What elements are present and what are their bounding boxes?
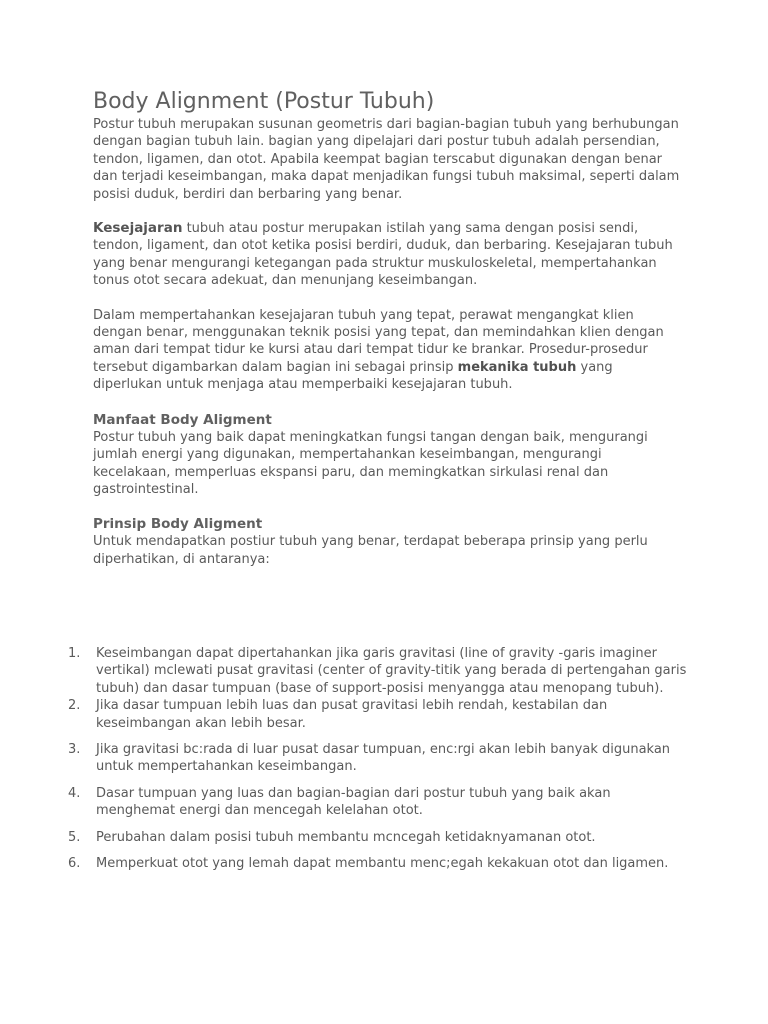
- spacer: [93, 203, 683, 220]
- list-item-text: Keseimbangan dapat dipertahankan jika garis gravitasi (line of gravity -garis imaginer vertikal) mclewati pusat gravitasi (center of gravity-titik yang berada di pertengahan garis tubuh) dan dasar tumpuan (base of support-posisi menyangga atau menopang tubuh).: [96, 646, 687, 696]
- list-item: [68, 645, 688, 697]
- intro-paragraph: Postur tubuh merupakan susunan geometris dari bagian-bagian tubuh yang berhubungan dengan bagian tubuh lain. bagian yang dipelajari dari postur tubuh adalah persendian, tendon, ligamen, dan otot. Apabila keempat bagian terscabut digunakan dengan benar dan terjadi keseimbangan, maka dapat menjadikan fungsi tubuh maksimal, seperti dalam posisi duduk, berdiri dan berbaring yang benar.: [93, 117, 680, 202]
- list-item-text: Dasar tumpuan yang luas dan bagian-bagian dari postur tubuh yang baik akan menghemat energi dan mencegah kelelahan otot.: [96, 785, 611, 819]
- spacer: [93, 290, 683, 307]
- prinsip-list: [68, 645, 688, 872]
- kesejajaran-term: Kesejajaran: [93, 220, 183, 237]
- list-item-number: 3.: [68, 742, 81, 758]
- list-item-number: 5.: [68, 829, 81, 845]
- prinsip-paragraph: Untuk mendapatkan postiur tubuh yang benar, terdapat beberapa prinsip yang perlu diperhatikan, di antaranya:: [93, 534, 648, 567]
- spacer: [93, 498, 683, 515]
- manfaat-heading: Manfaat Body Aligment: [93, 411, 272, 428]
- document-body: [93, 88, 683, 568]
- list-item-text: Jika dasar tumpuan lebih luas dan pusat gravitasi lebih rendah, kestabilan dan keseimbangan akan lebih besar.: [96, 698, 608, 731]
- kesejajaran-text: tubuh atau postur merupakan istilah yang sama dengan posisi sendi, tendon, ligament, dan otot ketika posisi berdiri, duduk, dan berbaring. Kesejajaran tubuh yang benar mengurangi ketegangan pada struktur muskuloskeletal, mempertahankan tonus otot secara adekuat, dan menunjang keseimbangan.: [93, 221, 673, 289]
- kesejajaran-paragraph: [93, 220, 683, 290]
- manfaat-paragraph: Postur tubuh yang baik dapat meningkatkan fungsi tangan dengan baik, mengurangi jumlah energi yang digunakan, mempertahankan keseimbangan, mengurangi kecelakaan, memperluas ekspansi paru, dan memingkatkan sirkulasi renal dan gastrointestinal.: [93, 429, 648, 497]
- mekanika-paragraph: [93, 307, 683, 394]
- mekanika-text-b: yang diperlukan untuk menjaga atau memperbaiki kesejajaran tubuh.: [93, 359, 613, 393]
- list-item-text: Jika gravitasi bc:rada di luar pusat dasar tumpuan, enc:rgi akan lebih banyak digunakan untuk mempertahankan keseimbangan.: [96, 742, 671, 775]
- list-item: [68, 697, 688, 732]
- page-title: Body Alignment (Postur Tubuh): [93, 89, 435, 114]
- list-item-text: Perubahan dalam posisi tubuh membantu mcncegah ketidaknyamanan otot.: [96, 829, 596, 845]
- list-item-number: 4.: [68, 785, 81, 801]
- spacer: [93, 394, 683, 411]
- list-item-number: 2.: [68, 698, 81, 714]
- prinsip-heading: Prinsip Body Aligment: [93, 516, 263, 533]
- list-item: [68, 785, 688, 820]
- list-item: [68, 855, 688, 872]
- list-item: [68, 829, 688, 846]
- list-item-text: Memperkuat otot yang lemah dapat membantu menc;egah kekakuan otot dan ligamen.: [96, 856, 669, 872]
- list-item-number: 6.: [68, 856, 81, 872]
- list-item-number: 1.: [68, 646, 81, 661]
- list-item: [68, 741, 688, 776]
- mekanika-text-a: Dalam mempertahankan kesejajaran tubuh yang tepat, perawat mengangkat klien dengan benar, menggunakan teknik posisi yang tepat, dan memindahkan klien dengan aman dari tempat tidur ke kursi atau dari tempat tidur ke brankar. Prosedur-prosedur tersebut digambarkan dalam bagian ini sebagai prinsip: [93, 307, 664, 375]
- mekanika-term: mekanika tubuh: [457, 359, 577, 375]
